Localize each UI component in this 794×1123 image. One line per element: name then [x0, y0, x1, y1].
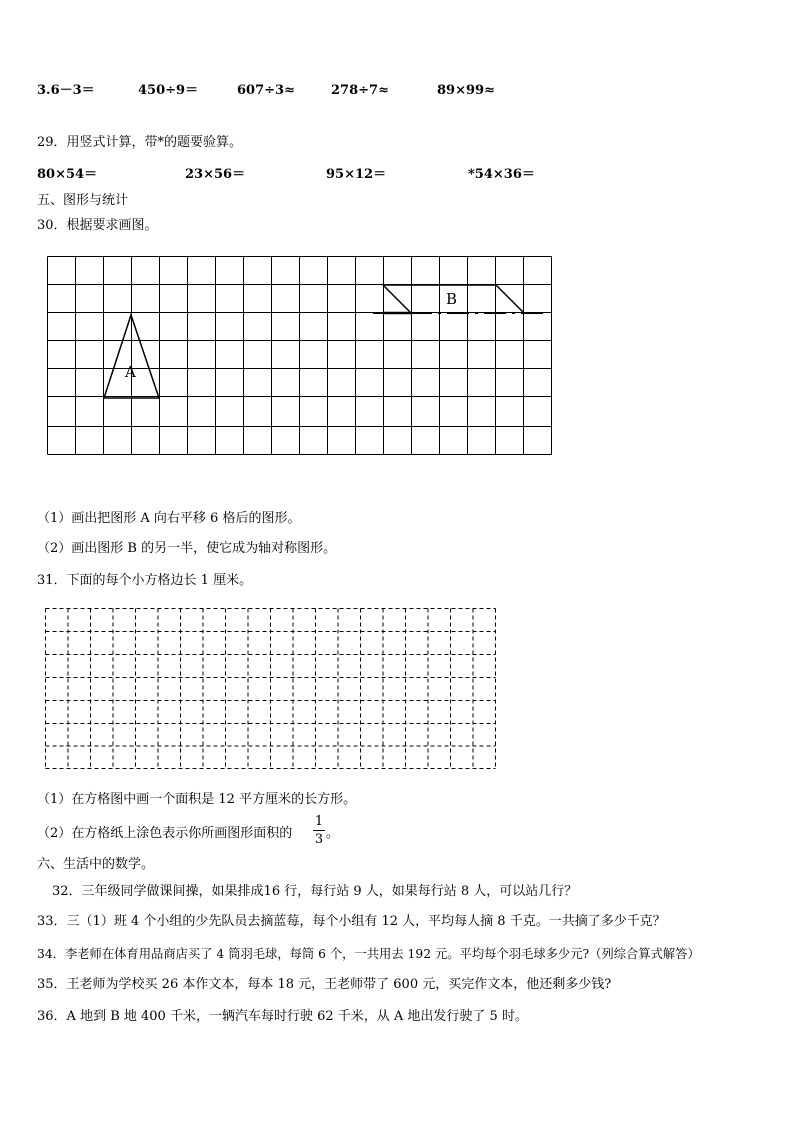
q29-item: 80×54＝	[37, 167, 98, 182]
q32: 32．三年级同学做课间操，如果排成16 行，每行站 9 人，如果每行站 8 人，可以站几行？	[52, 884, 578, 899]
one-third-fraction	[313, 815, 325, 846]
arith-item: 89×99≈	[437, 83, 495, 98]
shape-b-label: B	[446, 290, 458, 308]
q31-sub2-end: 。	[326, 826, 340, 841]
triangle-a-label: A	[125, 363, 136, 381]
q35: 35．王老师为学校买 26 本作文本，每本 18 元，王老师带了 600 元，买完作文本，他还剩多少钱?	[37, 977, 612, 992]
arith-item: 607÷3≈	[237, 83, 295, 98]
q33: 33．三（1）班 4 个小组的少先队员去摘蓝莓，每个小组有 12 人，平均每人摘 8 千克。一共摘了多少千克？	[37, 914, 666, 929]
q31-title: 31．下面的每个小方格边长 1 厘米。	[37, 573, 253, 588]
q31-sub2-text: （2）在方格纸上涂色表示你所画图形面积的	[37, 826, 293, 841]
q30-sub1: （1）画出把图形 A 向右平移 6 格后的图形。	[37, 511, 301, 526]
section-five-title: 五、图形与统计	[37, 193, 129, 208]
q31-dashed-grid	[0, 600, 794, 775]
q29-title: 29．用竖式计算，带*的题要验算。	[37, 135, 243, 150]
section-six-title: 六、生活中的数学。	[37, 857, 155, 872]
q29-item: *54×36＝	[468, 167, 535, 182]
q30-title: 30．根据要求画图。	[37, 218, 158, 233]
q36: 36．A 地到 B 地 400 千米，一辆汽车每时行驶 62 千米，从 A 地出发行驶了 5 时。	[37, 1009, 528, 1024]
q29-item: 23×56＝	[185, 167, 246, 182]
q30-grid	[0, 250, 794, 470]
q31-sub1: （1）在方格图中画一个面积是 12 平方厘米的长方形。	[37, 792, 357, 807]
arith-item: 278÷7≈	[331, 83, 389, 98]
q30-sub2: （2）画出图形 B 的另一半，使它成为轴对称图形。	[37, 541, 337, 556]
q34: 34．李老师在体育用品商店买了 4 筒羽毛球，每筒 6 个，一共用去 192 元。平均每个羽毛球多少元?（列综合算式解答）	[37, 947, 700, 961]
q29-item: 95×12＝	[326, 167, 387, 182]
arith-item: 450÷9＝	[138, 83, 199, 98]
q31-sub2	[37, 826, 292, 842]
fraction-numerator: 1	[314, 814, 324, 829]
arith-item: 3.6－3＝	[37, 83, 95, 98]
fraction-denominator: 3	[314, 832, 324, 847]
